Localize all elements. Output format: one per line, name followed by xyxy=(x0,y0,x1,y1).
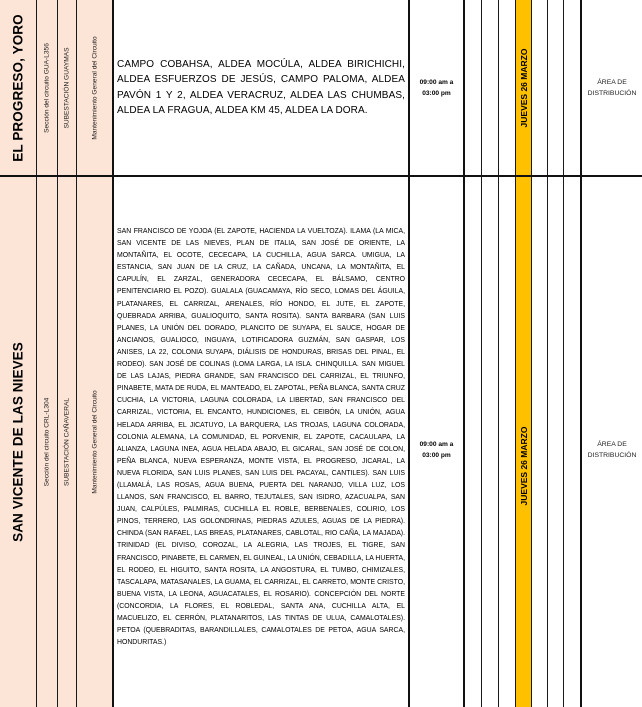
time-range xyxy=(410,439,463,461)
time-end: 03:00 pm xyxy=(422,90,451,97)
day-cell-empty xyxy=(499,177,516,707)
work-type-label: Mantenimiento General del Circuito xyxy=(91,390,98,494)
day-cell-empty xyxy=(564,0,582,176)
circuit-section-label: Sección del circuito GUA-L356 xyxy=(43,43,51,133)
time-range xyxy=(410,77,463,99)
date-label: JUEVES 26 MARZO xyxy=(518,48,529,128)
responsible-line-1: ÁREA DE xyxy=(597,79,627,86)
day-cell-empty xyxy=(548,177,564,707)
day-cell-empty xyxy=(548,0,564,176)
time-start: 09:00 am a xyxy=(419,441,454,448)
affected-areas-cell xyxy=(114,0,410,176)
substation-label: SUBESTACIÓN GUAYMAS xyxy=(63,47,71,129)
affected-areas-text: CAMPO COBAHSA, ALDEA MOCÚLA, ALDEA BIRICHICHI, ALDEA ESFUERZOS DE JESÚS, CAMPO PALOMA, ALDEA PAVÓN 1 Y 2, ALDEA VERACRUZ, ALDEA LAS CHUMBAS, ALDEA LA FRAGUA, ALDEA KM 45, ALDEA LA DORA. xyxy=(117,59,405,117)
date-label: JUEVES 26 MARZO xyxy=(518,426,529,506)
location-cell xyxy=(0,0,37,176)
day-cell-empty xyxy=(564,177,582,707)
day-cell-empty xyxy=(532,0,548,176)
responsible-line-2: DISTRIBUCIÓN xyxy=(587,452,637,459)
location-label: SAN VICENTE DE LAS NIEVES xyxy=(10,342,26,542)
day-cell-empty xyxy=(482,0,499,176)
section-cell xyxy=(37,177,58,707)
responsible-cell xyxy=(582,0,642,176)
substation-label: SUBESTACIÓN CAÑAVERAL xyxy=(63,397,71,487)
day-cell-empty xyxy=(465,177,482,707)
work-cell xyxy=(77,177,114,707)
time-cell xyxy=(410,0,465,176)
date-cell xyxy=(516,177,532,707)
substation-cell xyxy=(58,177,77,707)
day-cell-empty xyxy=(499,0,516,176)
day-cell-empty xyxy=(532,177,548,707)
time-cell xyxy=(410,177,465,707)
location-cell xyxy=(0,177,37,707)
date-cell xyxy=(516,0,532,176)
responsible-line-2: DISTRIBUCIÓN xyxy=(587,90,637,97)
table-row xyxy=(0,177,642,707)
section-cell xyxy=(37,0,58,176)
work-type-label: Mantenimiento General del Circuito xyxy=(91,36,98,140)
time-end: 03:00 pm xyxy=(422,452,451,459)
work-cell xyxy=(77,0,114,176)
responsible-area xyxy=(582,77,642,99)
responsible-cell xyxy=(582,177,642,707)
responsible-line-1: ÁREA DE xyxy=(597,441,627,448)
circuit-section-label: Sección del circuito CRL-L304 xyxy=(43,397,51,487)
affected-areas-cell xyxy=(114,177,410,707)
day-cell-empty xyxy=(482,177,499,707)
responsible-area xyxy=(582,439,642,461)
day-cell-empty xyxy=(465,0,482,176)
table-row xyxy=(0,0,642,176)
substation-cell xyxy=(58,0,77,176)
affected-areas-text: SAN FRANCISCO DE YOJOA (EL ZAPOTE, HACIENDA LA VUELTOZA). ILAMA (LA MICA, SAN VICENTE DE LAS NIEVES, PLAN DE ITALIA, SAN JOSÉ DE ORIENTE, LA MONTAÑITA, EL OCOTE, CECECAPA, LA CUCHILLA, AGUA SARCA. UMIGUA, LA ESTANCIA, SAN JUAN DE LA CRUZ, LA CAÑADA, UNCANA, LA MONTAÑITA, EL CAPULÍN, EL ZARZAL, GENERADORA CECECAPA, EL BÁLSAMO, CENTRO PENITENCIARIO EL POZO). GUALALA (GUACAMAYA, RÍO SECO, LOMAS DEL ÁGUILA, PLATANARES, EL CARRIZAL, ARENALES, RÍO HONDO, EL JUTE, EL ZAPOTE, QUEBRADA ARRIBA, GUALIOQUITO, SANTA ROSITA). SANTA BARBARA (SAN LUIS PLANES, LA UNIÓN DEL DORADO, PLANCITO DE SUYAPA, EL SAUCE, HOGAR DE ANCIANOS, GUALIOCO, INGUAYA, LOTIFICADORA GUZMÁN, SAN GASPAR, LOS ANISES, LA 22, COLONIA SUYAPA, DIÁLISIS DE HONDURAS, BRISAS DEL PINAL, EL RODEO). SAN JOSÉ DE COLINAS (LOMA LARGA, LA ISLA. CHINQUILLA. SAN MIGUEL DE LAS LAJAS, PIEDRA GRANDE, SAN FRANCISCO DEL CARRIZAL, EL TRIUNFO, PINABETE, MATA DE RUDA, EL MANTEADO, EL ZAPOTAL, PEÑA BLANCA, SANTA CRUZ CUCHIA, LA VICTORIA, LAGUNA COLORADA, LA LIBERTAD, SAN FRANCISCO DEL CARRIZAL, VICTORIA, EL ENCANTO, HUNDICIONES, EL CEIBÓN, LA UNIÓN, AGUA HELADA ARRIBA, EL JICATUYO, LA BARQUERA, LAS TROJAS, LAGUNA COLORADA, COLONIA ALEMANA, LA COMUNIDAD, EL PORVENIR, EL ZAPOTE, CACAULAPA, LA ALIANZA, LAGUNA INEA, AGUA HELADA ABAJO, EL GICARAL, SAN JOSÉ DE COLON, PEÑA BLANCA, NUEVA ESPERANZA, MONTE VISTA, EL PROGRESO, JICARAL, LA NUEVA FLORIDA, SAN LUIS PLANES, SAN LUIS DEL PACAYAL, CANTILES). SAN LUIS (LLAMALÁ, LAS ROSAS, AGUA BUENA, PUERTA DEL NARANJO, VILLA LUZ, LOS LLANOS, SAN FRANCISCO, EL BARRO, TEJUTALES, SAN ISIDRO, AZACUALPA, SAN JUAN, CALPÚLES, PALMIRAS, CUCHILLA EL ROBLE, BERBENALES, COLIRIO, LOS PINOS, TERRERO, LAS GOLONDRINAS, PIEDRAS AZULES, AGUAS DE LA PIEDRA). CHINDA (SAN RAFAEL, LAS BREAS, PLATANARES, CABLOTAL, RIO CAÑA, LA MAJADA). TRINIDAD (EL DIVISO, COROZAL, LA ALEGRIA, LAS TROJES, EL TIGRE, SAN FRANCISCO, PINABETE, EL CARMEN, EL GUINEAL, LA UNIÓN, CEBADILLA, LA HUERTA, EL RODEO, EL HIGUITO, SANTA ROSITA, LA ANGOSTURA, EL TUMBO, CHIMIZALES, TASCALAPA, MATASANALES, LA GUAMA, EL CARRIZAL, EL CARRETO, MONTE CRISTO, BUENA VISTA, LA LEONA, AGUACATALES, EL ROSARIO). CONCEPCIÓN DEL NORTE (CONCORDIA, LA FLORES, EL ROBLEDAL, SANTA ANA, CUCHILLA ALTA, EL MACUELIZO, EL CERRÓN, PLATANARITOS, LAS TINTAS DE ULUA, CAMALOTALES). PETOA (QUEBRADITAS, BARANDILLALES, CAMALOTALES DE PETOA, AGUA SARCA, HONDURITAS.) xyxy=(117,228,405,647)
time-start: 09:00 am a xyxy=(419,79,454,86)
location-label: EL PROGRESO, YORO xyxy=(10,14,26,162)
